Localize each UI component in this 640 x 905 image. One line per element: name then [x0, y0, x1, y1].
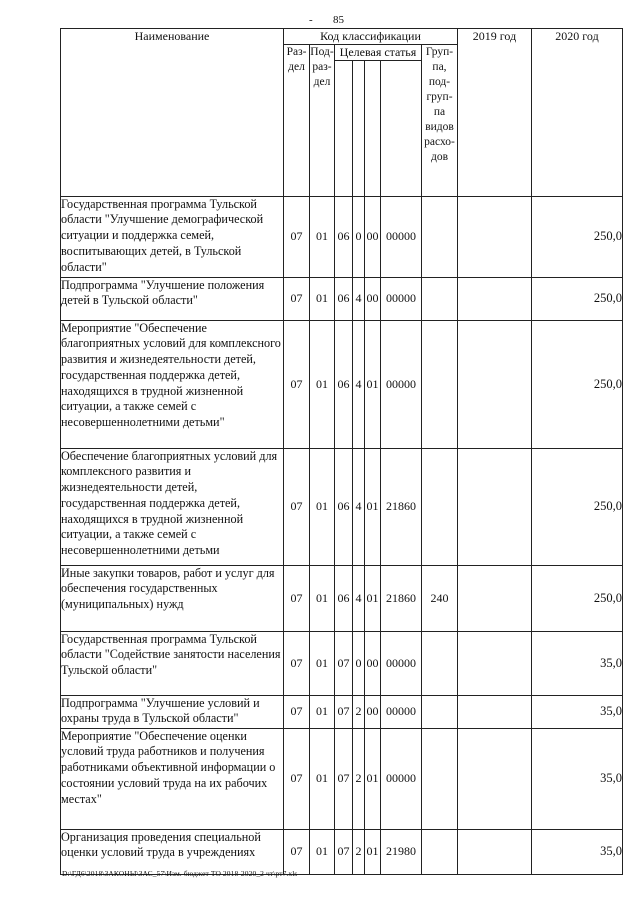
row-target-direction: 00000 — [381, 631, 422, 695]
row-target-direction: 00000 — [381, 695, 422, 728]
row-target-direction: 21980 — [381, 829, 422, 874]
row-section: 07 — [284, 320, 310, 448]
table-row — [61, 196, 623, 277]
row-value-2019 — [458, 565, 532, 631]
row-target-program: 06 — [335, 565, 353, 631]
row-target-direction: 00000 — [381, 196, 422, 277]
header-section: Раз-дел — [284, 45, 310, 197]
row-target-subprogram: 4 — [353, 277, 365, 320]
header-subsection: Под-раз-дел — [310, 45, 335, 197]
row-target-program: 07 — [335, 695, 353, 728]
header-year-2019: 2019 год — [458, 29, 532, 197]
page-number-dash: - — [309, 14, 313, 26]
header-target-sub-3 — [365, 60, 381, 196]
table-row — [61, 829, 623, 874]
row-target-event: 01 — [365, 728, 381, 829]
header-target-sub-4 — [381, 60, 422, 196]
budget-table — [60, 28, 623, 875]
row-section: 07 — [284, 565, 310, 631]
row-expense-group — [422, 728, 458, 829]
row-target-program: 07 — [335, 631, 353, 695]
row-expense-group — [422, 695, 458, 728]
row-subsection: 01 — [310, 728, 335, 829]
row-expense-group: 240 — [422, 565, 458, 631]
row-target-subprogram: 2 — [353, 829, 365, 874]
row-name: Иные закупки товаров, работ и услуг для обеспечения государственных (муниципальных) нужд — [61, 565, 284, 631]
row-value-2020: 250,0 — [532, 277, 623, 320]
row-expense-group — [422, 196, 458, 277]
row-target-program: 06 — [335, 320, 353, 448]
row-value-2019 — [458, 728, 532, 829]
row-subsection: 01 — [310, 565, 335, 631]
row-section: 07 — [284, 196, 310, 277]
row-target-event: 01 — [365, 565, 381, 631]
row-target-event: 00 — [365, 277, 381, 320]
header-classification-code: Код классификации — [284, 29, 458, 45]
row-section: 07 — [284, 277, 310, 320]
row-expense-group — [422, 448, 458, 565]
row-target-event: 00 — [365, 196, 381, 277]
row-target-subprogram: 2 — [353, 728, 365, 829]
row-name: Обеспечение благоприятных условий для комплексного развития и жизнедеятельности детей, государственная поддержка детей, находящихся в трудной жизненной ситуации, а также семей с несовершеннолетними детьми — [61, 448, 284, 565]
row-target-event: 00 — [365, 695, 381, 728]
row-value-2020: 35,0 — [532, 695, 623, 728]
row-value-2019 — [458, 320, 532, 448]
row-name: Подпрограмма "Улучшение условий и охраны труда в Тульской области" — [61, 695, 284, 728]
page-number: 85 — [333, 14, 344, 26]
row-target-program: 06 — [335, 196, 353, 277]
row-subsection: 01 — [310, 631, 335, 695]
header-target-sub-2 — [353, 60, 365, 196]
row-expense-group — [422, 631, 458, 695]
row-name: Государственная программа Тульской области "Улучшение демографической ситуации и поддержка семей, воспитывающих детей, в Тульской области" — [61, 196, 284, 277]
row-name: Подпрограмма "Улучшение положения детей в Тульской области" — [61, 277, 284, 320]
row-subsection: 01 — [310, 829, 335, 874]
row-name: Организация проведения специальной оценки условий труда в учреждениях — [61, 829, 284, 874]
row-value-2020: 35,0 — [532, 728, 623, 829]
row-target-direction: 21860 — [381, 448, 422, 565]
row-section: 07 — [284, 448, 310, 565]
row-value-2020: 35,0 — [532, 829, 623, 874]
table-body — [61, 196, 623, 874]
row-target-subprogram: 4 — [353, 448, 365, 565]
row-section: 07 — [284, 728, 310, 829]
file-path-footer: D:\ГД6\2018\ЗАКОНЫ\ЗАС_57\Изм. бюджет ТО 2018-2020_2 чт\рт7.xls — [62, 869, 298, 878]
row-target-event: 01 — [365, 448, 381, 565]
row-value-2019 — [458, 448, 532, 565]
table-row — [61, 695, 623, 728]
row-subsection: 01 — [310, 448, 335, 565]
row-target-program: 06 — [335, 277, 353, 320]
row-name: Государственная программа Тульской области "Содействие занятости населения Тульской области" — [61, 631, 284, 695]
row-subsection: 01 — [310, 695, 335, 728]
row-subsection: 01 — [310, 196, 335, 277]
row-expense-group — [422, 277, 458, 320]
row-subsection: 01 — [310, 277, 335, 320]
row-target-event: 01 — [365, 829, 381, 874]
table-row — [61, 277, 623, 320]
row-section: 07 — [284, 631, 310, 695]
row-value-2019 — [458, 829, 532, 874]
row-target-program: 06 — [335, 448, 353, 565]
header-target-article: Целевая статья — [335, 45, 422, 61]
row-target-direction: 00000 — [381, 277, 422, 320]
row-section: 07 — [284, 829, 310, 874]
row-name: Мероприятие "Обеспечение благоприятных условий для комплексного развития и жизнедеятельности детей, государственная поддержка детей, находящихся в трудной жизненной ситуации, а также семей с несовершеннолетними детьми" — [61, 320, 284, 448]
row-target-subprogram: 0 — [353, 631, 365, 695]
row-target-subprogram: 4 — [353, 320, 365, 448]
row-value-2020: 250,0 — [532, 320, 623, 448]
row-section: 07 — [284, 695, 310, 728]
header-name: Наименование — [61, 29, 284, 197]
header-year-2020: 2020 год — [532, 29, 623, 197]
row-target-direction: 21860 — [381, 565, 422, 631]
header-target-sub-1 — [335, 60, 353, 196]
table-row — [61, 565, 623, 631]
row-value-2019 — [458, 277, 532, 320]
row-target-program: 07 — [335, 829, 353, 874]
table-row — [61, 448, 623, 565]
row-value-2020: 250,0 — [532, 196, 623, 277]
row-target-subprogram: 2 — [353, 695, 365, 728]
row-value-2020: 35,0 — [532, 631, 623, 695]
row-target-subprogram: 0 — [353, 196, 365, 277]
row-target-event: 01 — [365, 320, 381, 448]
row-value-2019 — [458, 196, 532, 277]
row-expense-group — [422, 320, 458, 448]
row-value-2019 — [458, 695, 532, 728]
row-expense-group — [422, 829, 458, 874]
row-name: Мероприятие "Обеспечение оценки условий труда работников и получения работниками объективной информации о состоянии условий труда на их рабочих местах" — [61, 728, 284, 829]
header-expense-group: Груп-па, под-груп-па видов расхо-дов — [422, 45, 458, 197]
row-target-direction: 00000 — [381, 728, 422, 829]
row-target-direction: 00000 — [381, 320, 422, 448]
row-subsection: 01 — [310, 320, 335, 448]
table-row — [61, 320, 623, 448]
row-value-2019 — [458, 631, 532, 695]
table-row — [61, 631, 623, 695]
row-value-2020: 250,0 — [532, 448, 623, 565]
row-target-event: 00 — [365, 631, 381, 695]
row-value-2020: 250,0 — [532, 565, 623, 631]
row-target-program: 07 — [335, 728, 353, 829]
row-target-subprogram: 4 — [353, 565, 365, 631]
table-row — [61, 728, 623, 829]
